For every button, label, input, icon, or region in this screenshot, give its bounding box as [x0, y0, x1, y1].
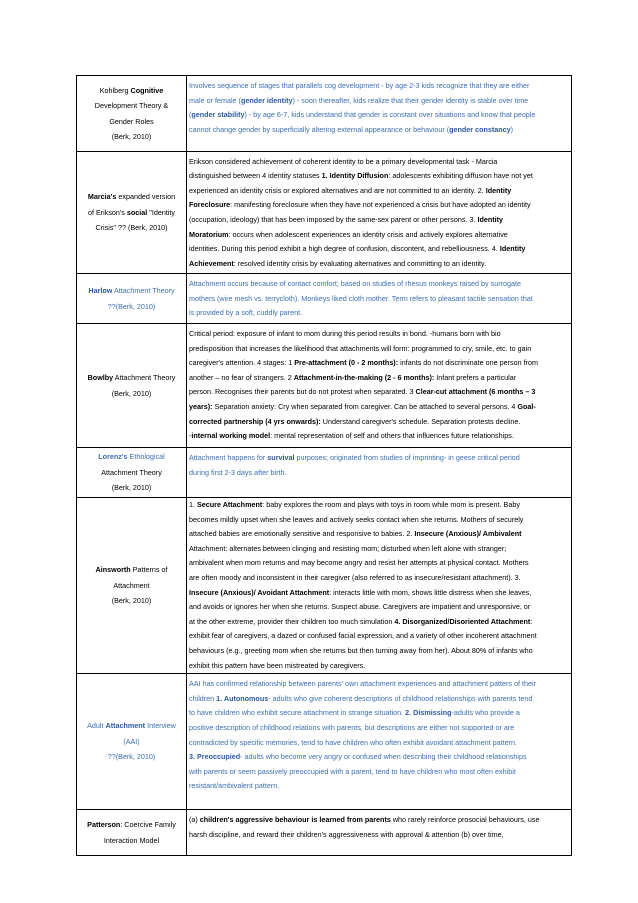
theory-name-text: : Coercive Family — [120, 820, 176, 830]
description-line — [189, 277, 569, 292]
description-line — [189, 198, 569, 213]
theory-name-text: (Berk, 2010) — [111, 596, 152, 606]
description-text: Identity — [485, 185, 512, 195]
description-line — [189, 108, 569, 123]
description-text: 4. Disorganized/Disoriented Attachment — [394, 616, 531, 626]
description-text: : — [530, 616, 533, 626]
theory-name-text: (Berk, 2010) — [111, 388, 152, 398]
description-text: AAI has confirmed relationship between parents' own attachment experiences and attachment patters of their — [189, 679, 536, 689]
description-text: who rarely reinforce prosocial behaviours, use — [390, 815, 540, 825]
theory-name-text: Marcia's — [87, 192, 117, 202]
theory-name-text: Interaction Model — [103, 835, 160, 845]
description-text: behaviours (e.g., greeting mom when she returns but then turning away from her). About 80% of infants who — [189, 645, 533, 655]
description-line — [189, 527, 569, 542]
description-text: ambivalent when mom returns and may become angry and resist her attempts at physical contact. Mothers — [189, 558, 529, 568]
table-row — [77, 674, 572, 810]
description-text: resistant/ambivalent pattern. — [189, 781, 280, 791]
description-line — [189, 736, 569, 751]
description-text: male or female ( — [189, 95, 241, 105]
description-text: Insecure (Anxious)/ Ambivalent — [414, 529, 522, 539]
description-text: Identity — [477, 214, 504, 224]
theory-table — [76, 75, 572, 856]
theory-name-cell — [77, 448, 187, 498]
description-text: is provided by a soft, cuddly parent. — [189, 308, 303, 318]
description-text: at the other extreme, provider their children too much simulation — [189, 616, 395, 626]
theory-name-text: Attachment Theory — [101, 467, 162, 477]
description-text: purposes; originated from studies of imprinting- in geese critical period — [294, 453, 520, 462]
theory-name-cell — [77, 274, 187, 324]
description-line — [189, 213, 569, 228]
description-text: exhibit fear of caregivers, a dazed or confused facial expression, and a variety of other incoherent attachment — [189, 631, 537, 641]
description-text: during first 2-3 days after birth. — [189, 467, 287, 477]
description-line — [189, 498, 569, 513]
theory-name-text: Attachment Theory — [112, 286, 175, 295]
description-text: Erikson considered achievement of coherent identity to be a primary developmental task - Marcia — [189, 156, 498, 166]
description-text: Attachment occurs because of contact comfort; based on studies of rhesus monkeys raised by surrogate — [189, 279, 521, 288]
description-text: 1. — [189, 500, 197, 509]
description-text: Separation anxiety: Cry when separated from caregiver. Can be attached to several persons. 4 — [212, 401, 518, 411]
theory-name-text: Ainsworth — [95, 565, 131, 575]
description-line — [189, 513, 569, 528]
description-line — [189, 600, 569, 615]
theory-name-text: Attachment Theory — [113, 373, 176, 382]
description-line — [189, 385, 569, 400]
description-line — [189, 586, 569, 601]
description-line — [189, 79, 569, 94]
description-text: Infant prefers a particular — [434, 372, 517, 382]
description-line — [189, 415, 569, 430]
theory-name-text: Patterns of — [130, 565, 168, 575]
description-text: years): — [189, 401, 213, 411]
theory-name-text: Crisis" ?? (Berk, 2010) — [95, 223, 168, 233]
theory-name-text: Interview — [145, 721, 176, 731]
description-line — [189, 615, 569, 630]
theory-name-text: Adult — [87, 721, 106, 731]
description-line — [189, 429, 569, 444]
description-text: Critical period: exposure of infant to mom during this period results in bond. -humans born with bio — [189, 329, 501, 338]
table-row — [77, 152, 572, 274]
description-line — [189, 123, 569, 138]
description-text: and avoids or ignores her when she returns. Suspect abuse. Caregivers are impatient and unresponsive, or — [189, 602, 531, 612]
description-line — [189, 556, 569, 571]
description-text: predisposition that increases the likelihood that attachments will form: programmed to cry, smile, etc. to gain — [189, 343, 532, 353]
description-text: caregiver's attention. 4 stages: 1 — [189, 358, 295, 368]
table-row — [77, 448, 572, 498]
description-text: Foreclosure — [189, 200, 231, 210]
description-text: Moratorium — [189, 229, 229, 239]
description-text: corrected partnership (4 yrs onwards): — [189, 416, 321, 426]
theory-name-text: "Identity — [147, 207, 176, 217]
theory-name-text: Lorenz's — [98, 452, 128, 462]
table-row — [77, 274, 572, 324]
theory-description-cell — [187, 810, 572, 856]
description-text: - adults who become very angry or confused when describing their childhood relationships — [240, 752, 527, 762]
description-line — [189, 356, 569, 371]
description-text: Understand caregiver's schedule. Separation protests decline. — [320, 416, 521, 426]
description-text: attached babies are emotionally sensitive and responsive to babies. 2. — [189, 529, 415, 539]
description-text: ) - by age 6-7, kids understand that gender is constant over situations and know that people — [244, 110, 536, 120]
description-text: 2. Dismissing — [405, 708, 452, 718]
table-row — [77, 498, 572, 674]
description-text: Achievement — [189, 258, 234, 268]
description-line — [189, 542, 569, 557]
description-text: are often moody and inconsistent in their caregiver (also referred to as insecure/resistant attachment). 3. — [189, 572, 521, 582]
theory-description-cell — [187, 274, 572, 324]
description-text: Pre-attachment (0 - 2 months): — [294, 358, 399, 368]
description-line — [189, 750, 569, 765]
table-row — [77, 810, 572, 856]
description-text: Clear-cut attachment (6 months – 3 — [415, 387, 536, 397]
description-text: exhibit this pattern have been mistreated by caregivers. — [189, 660, 366, 670]
table-row — [77, 76, 572, 152]
description-text: contradicted by specific memories, tend to have children who often exhibit avoidant attachment pattern. — [189, 737, 518, 747]
description-line — [189, 571, 569, 586]
description-line — [189, 779, 569, 794]
description-line — [189, 721, 569, 736]
description-text: distinguished between 4 identity statuses — [189, 171, 322, 181]
theory-name-cell — [77, 76, 187, 152]
theory-name-text: Attachment — [113, 580, 150, 590]
theory-name-text: (Berk, 2010) — [111, 483, 152, 493]
theory-name-cell — [77, 674, 187, 810]
description-text: ( — [189, 110, 192, 120]
description-text: to have children who exhibit secure attachment in strange situation. — [189, 708, 406, 718]
theory-name-text: Harlow — [88, 286, 113, 295]
theory-name-text: of Erikson's — [87, 207, 127, 217]
description-text: 1. Identity Diffusion — [321, 171, 389, 181]
description-line — [189, 828, 569, 843]
description-line — [189, 342, 569, 357]
description-text: positive description of childhood relations with parents, but descriptions are either not supported or are — [189, 722, 515, 732]
theory-name-text: Ethological — [127, 452, 165, 462]
description-line — [189, 292, 569, 307]
theory-name-text: social — [126, 207, 148, 217]
description-text: with parents or seem passively preoccupied with a parent, tend to have children who most often exhibit — [189, 766, 516, 776]
theory-name-text: Kohlberg — [99, 85, 131, 95]
description-line — [189, 692, 569, 707]
description-line — [189, 371, 569, 386]
description-text: cannot change gender by superficially altering external appearance or behaviour ( — [189, 124, 450, 134]
description-line — [189, 706, 569, 721]
theory-name-cell — [77, 810, 187, 856]
description-text: ) - soon thereafter, kids realize that their gender identity is stable over time — [292, 95, 529, 105]
theory-name-cell — [77, 498, 187, 674]
theory-name-text: (AAI) — [123, 736, 140, 746]
description-text: 3. Preoccupied — [189, 752, 241, 762]
theory-name-text: ??(Berk, 2010) — [107, 752, 156, 762]
description-text: : adolescents exhibiting diffusion have not yet — [388, 171, 533, 181]
description-line — [189, 257, 569, 272]
description-line — [189, 94, 569, 109]
theory-description-cell — [187, 448, 572, 498]
theory-description-cell — [187, 498, 572, 674]
description-text: : mental representation of self and others that influences future relationships. — [270, 431, 514, 441]
description-text: Attachment-in-the-making (2 - 6 months): — [293, 372, 435, 382]
description-line — [189, 184, 569, 199]
theory-name-text: (Berk, 2010) — [111, 132, 152, 141]
theory-description-cell — [187, 674, 572, 810]
theory-description-cell — [187, 324, 572, 448]
description-line — [189, 306, 569, 321]
document-page — [76, 75, 564, 856]
description-line — [189, 466, 569, 481]
description-line — [189, 813, 569, 828]
description-text: identities. During this period exhibit a high degree of confusion, discontent, and rebelliousness. 4. — [189, 244, 500, 254]
description-line — [189, 451, 569, 466]
theory-name-text: Cognitive — [130, 85, 164, 95]
theory-name-text: Bowlby — [87, 373, 114, 382]
description-text: children — [189, 693, 217, 703]
description-text: (occupation, ideology) that has been imposed by the same-sex parent or other persons. 3. — [189, 214, 478, 224]
theory-name-text: Attachment — [105, 721, 146, 731]
theory-description-cell — [187, 152, 572, 274]
description-text: Identity — [499, 244, 526, 254]
description-text: mothers (wire mesh vs. terrycloth). Monkeys liked cloth mother. Term refers to pleasant tactile sensation that — [189, 293, 533, 303]
description-text: - — [189, 431, 192, 441]
theory-name-cell — [77, 324, 187, 448]
description-line — [189, 629, 569, 644]
description-text: person. Recognises their parents but do not protest when separated. 3 — [189, 387, 416, 397]
description-text: harsh discipline, and reward their children's aggressiveness with approval & attention (b) over time, — [189, 829, 504, 839]
theory-name-text: Patterson — [87, 820, 121, 830]
description-line — [189, 400, 569, 415]
description-text: 1. Autonomous — [216, 693, 269, 703]
description-text: - adults who give coherent descriptions of childhood relationships with parents tend — [268, 693, 533, 703]
description-line — [189, 765, 569, 780]
description-line — [189, 242, 569, 257]
theory-name-text: Development Theory & — [94, 101, 169, 110]
description-text: Secure Attachment — [197, 500, 263, 509]
description-text: internal working model — [191, 431, 271, 441]
description-text: infants do not discriminate one person from — [398, 358, 538, 368]
description-text: Involves sequence of stages that parallels cog development - by age 2-3 kids recognize that they are either — [189, 81, 530, 90]
description-text: Attachment: alternates between clinging and resisting mom; disturbed when left alone with stranger; — [189, 543, 507, 553]
description-line — [189, 644, 569, 659]
description-text: ) — [510, 124, 514, 134]
description-text: : baby explores the room and plays with toys in room while mom is present. Baby — [262, 500, 520, 509]
description-text: gender constancy — [449, 124, 511, 134]
description-line — [189, 677, 569, 692]
table-row — [77, 324, 572, 448]
description-text: -adults who provide a — [451, 708, 520, 718]
description-line — [189, 228, 569, 243]
theory-name-text: Gender Roles — [109, 116, 154, 126]
theory-description-cell — [187, 76, 572, 152]
theory-name-text: ??(Berk, 2010) — [107, 301, 156, 311]
description-text: : resolved identity crisis by evaluating alternatives and committing to an identity. — [233, 258, 487, 268]
theory-table-body — [77, 76, 572, 856]
description-text: experienced an identity crisis or explored alternatives and are not committed to an identity. 2. — [189, 185, 486, 195]
description-text: Insecure (Anxious)/ Avoidant Attachment — [189, 587, 330, 597]
description-text: : manifesting foreclosure when they have not experienced a crisis but have adopted an identity — [230, 200, 531, 210]
theory-name-text: expanded version — [116, 192, 176, 202]
description-line — [189, 155, 569, 170]
description-text: Goal- — [517, 401, 536, 411]
description-text: : interacts little with mom, shows little distress when she leaves, — [329, 587, 532, 597]
description-line — [189, 327, 569, 342]
description-text: survival — [267, 453, 295, 462]
description-text: gender stability — [191, 110, 245, 120]
description-text: : occurs when adolescent experiences an identity crisis and actively explores alternative — [228, 229, 508, 239]
description-line — [189, 169, 569, 184]
description-text: gender identity — [240, 95, 293, 105]
description-text: children's aggressive behaviour is learned from parents — [199, 815, 391, 825]
description-text: (a) — [189, 815, 200, 825]
description-text: Attachment happens for — [189, 453, 268, 462]
description-line — [189, 659, 569, 674]
description-text: another – no fear of strangers. 2 — [189, 372, 294, 382]
theory-name-cell — [77, 152, 187, 274]
description-text: becomes mildly upset when she leaves and actively seeks contact when she returns. Mothers of securely — [189, 514, 524, 524]
